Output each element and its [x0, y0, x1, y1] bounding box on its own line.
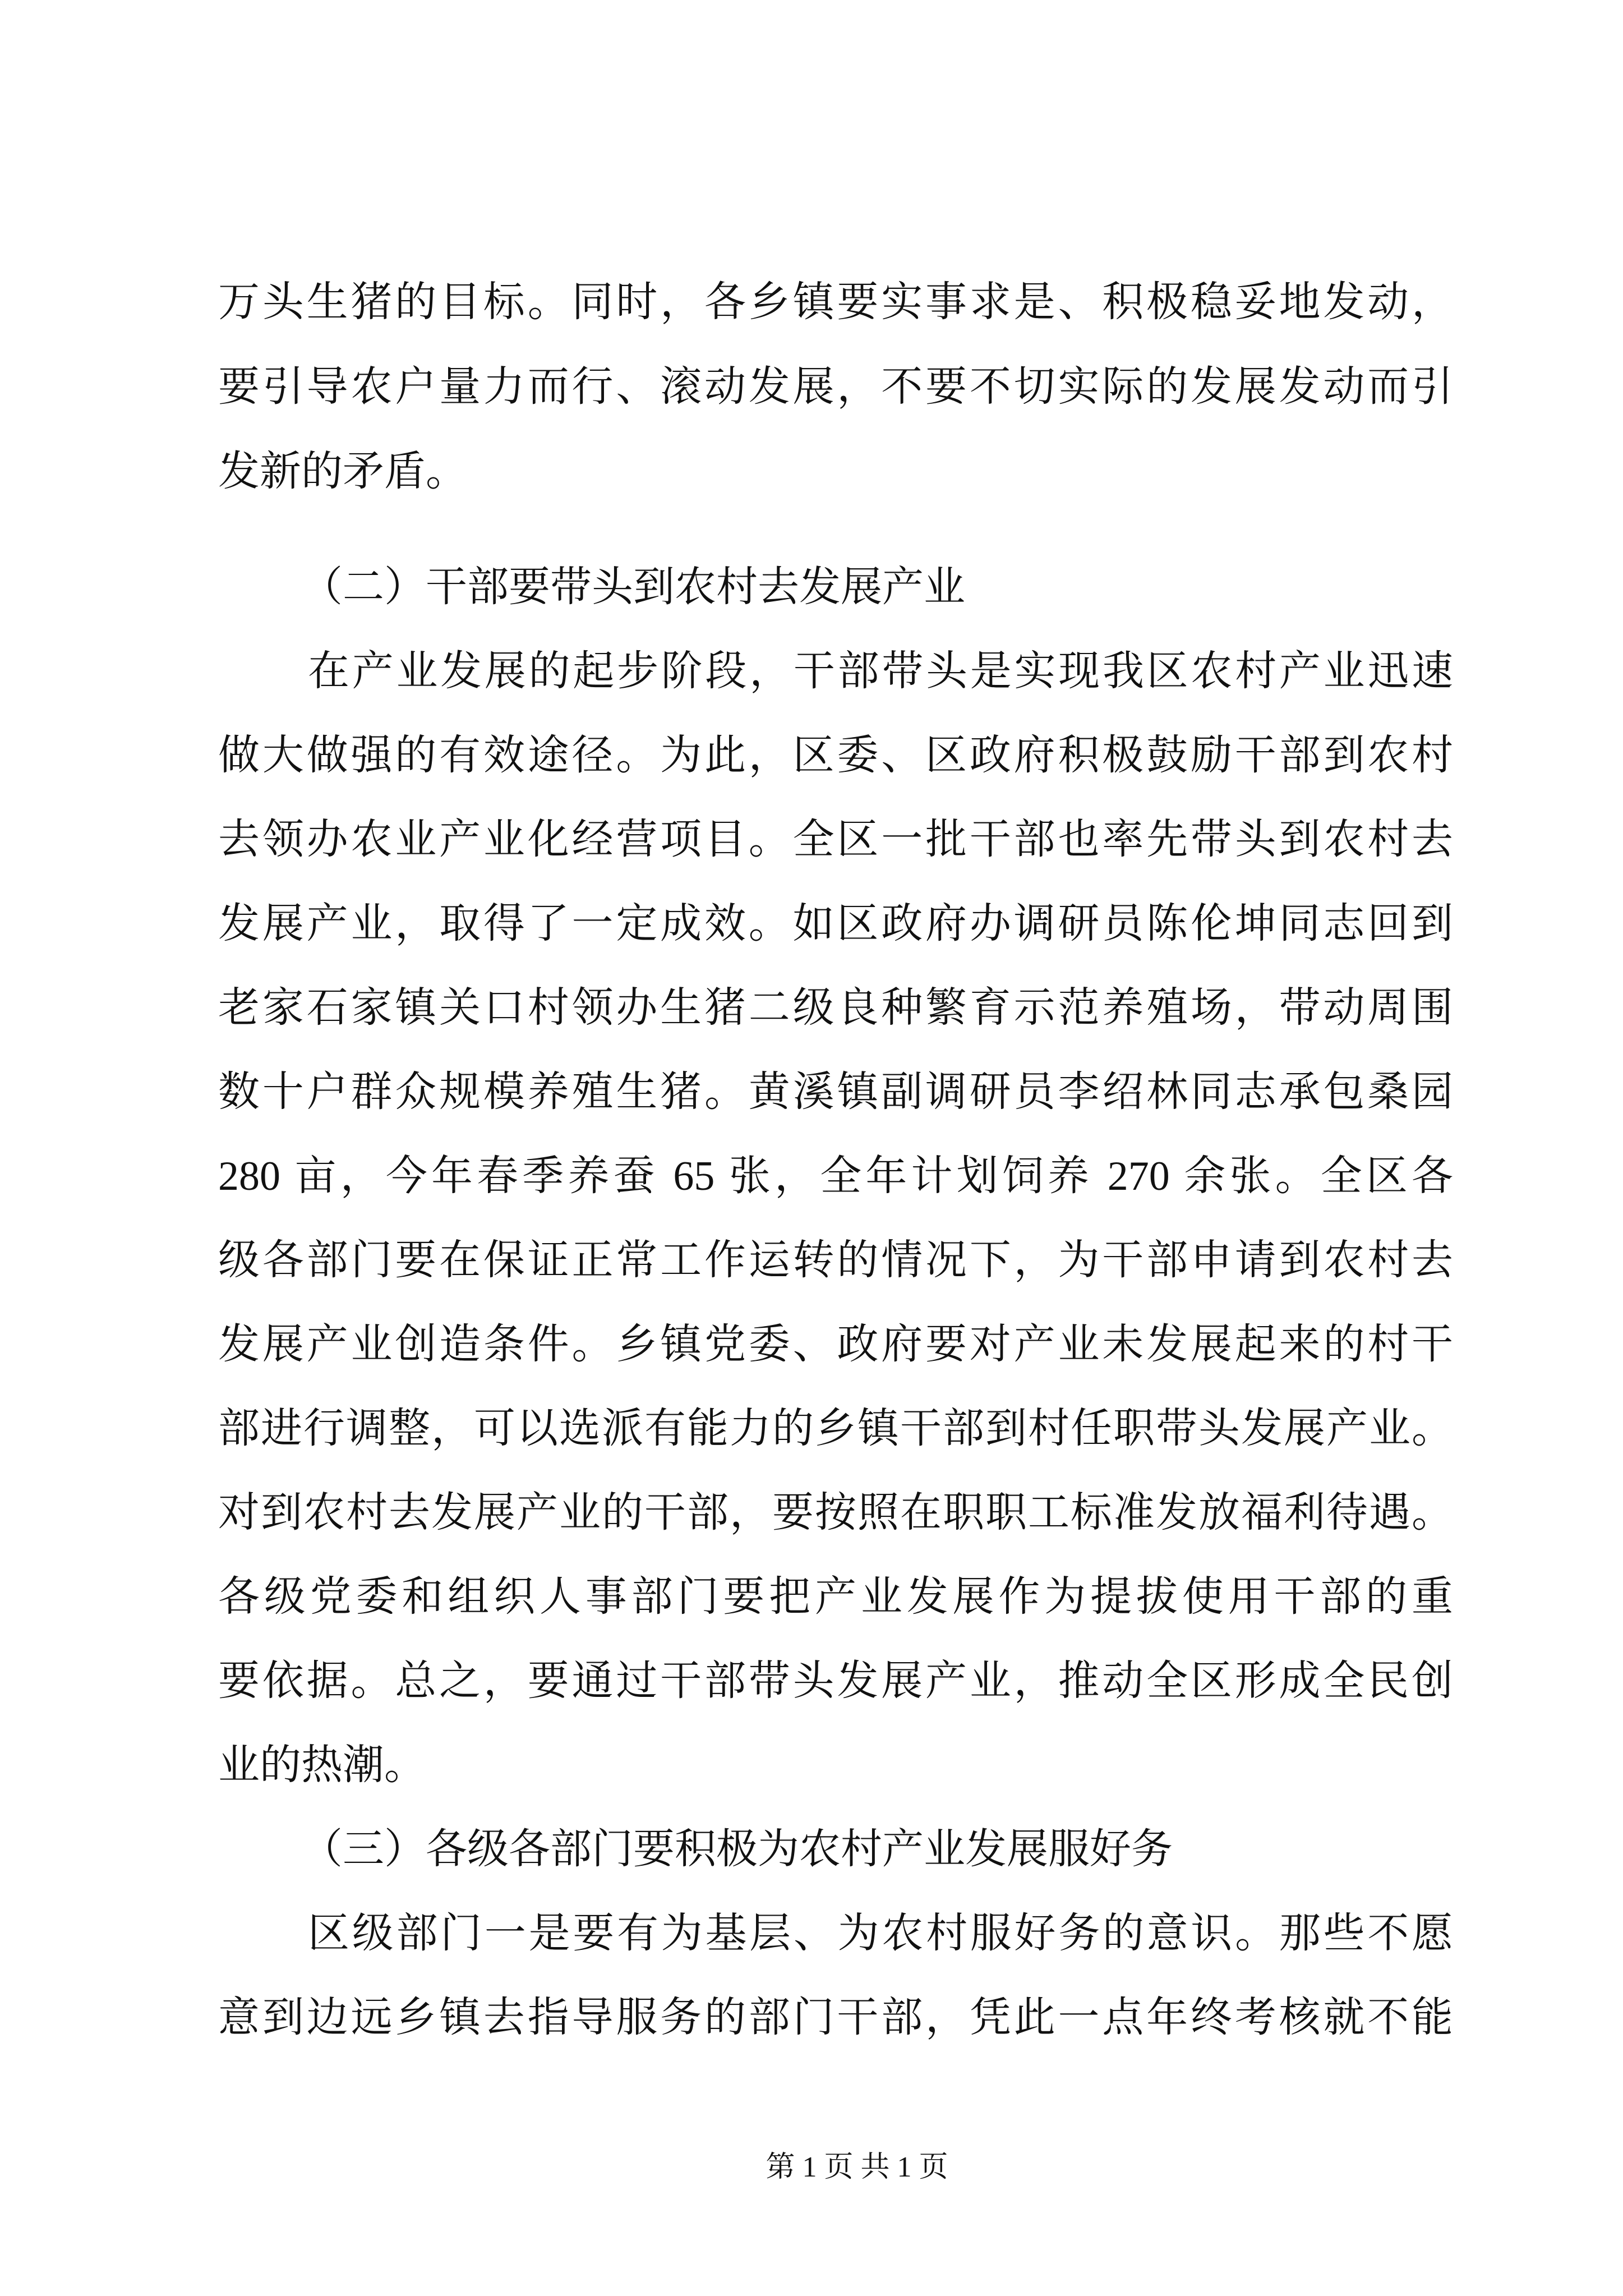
- page-footer: 第 1 页 共 1 页: [766, 2151, 948, 2183]
- text-line: 280 亩，今年春季养蚕 65 张，全年计划饲养 270 余张。全区各: [218, 1153, 1453, 1199]
- text-line: 业的热潮。: [218, 1742, 426, 1788]
- text-line: 对到农村去发展产业的干部，要按照在职职工标准发放福利待遇。: [218, 1490, 1453, 1536]
- text-line: 老家石家镇关口村领办生猪二级良种繁育示范养殖场，带动周围: [218, 985, 1453, 1031]
- document-body: [218, 260, 1453, 2060]
- text-line: 在产业发展的起步阶段，干部带头是实现我区农村产业迅速: [308, 648, 1453, 694]
- text-line: 要依据。总之，要通过干部带头发展产业，推动全区形成全民创: [218, 1658, 1453, 1704]
- text-line: 部进行调整，可以选派有能力的乡镇干部到村任职带头发展产业。: [218, 1406, 1453, 1452]
- section-three: [218, 1807, 1453, 2060]
- text-line: 发展产业创造条件。乡镇党委、政府要对产业未发展起来的村干: [218, 1322, 1453, 1368]
- section-three-paragraph: [218, 1892, 1453, 2060]
- text-line: 各级党委和组织人事部门要把产业发展作为提拔使用干部的重: [218, 1574, 1453, 1620]
- text-line: 发新的矛盾。: [218, 449, 467, 495]
- text-line: 区级部门一是要有为基层、为农村服好务的意识。那些不愿: [308, 1911, 1453, 1957]
- text-line: 万头生猪的目标。同时，各乡镇要实事求是、积极稳妥地发动，: [218, 279, 1453, 325]
- text-line: 要引导农户量力而行、滚动发展，不要不切实际的发展发动而引: [218, 364, 1453, 410]
- text-line: 发展产业，取得了一定成效。如区政府办调研员陈伦坤同志回到: [218, 901, 1453, 947]
- text-line: 做大做强的有效途径。为此，区委、区政府积极鼓励干部到农村: [218, 733, 1453, 779]
- text-line: 去领办农业产业化经营项目。全区一批干部也率先带头到农村去: [218, 817, 1453, 863]
- intro-paragraph: [218, 260, 1453, 514]
- section-heading: （三）各级各部门要积极为农村产业发展服好务: [301, 1826, 1173, 1872]
- text-line: 意到边远乡镇去指导服务的部门干部，凭此一点年终考核就不能: [218, 1995, 1453, 2041]
- section-heading: （二）干部要带头到农村去发展产业: [301, 564, 965, 610]
- text-line: 数十户群众规模养殖生猪。黄溪镇副调研员李绍林同志承包桑园: [218, 1069, 1453, 1115]
- text-line: 级各部门要在保证正常工作运转的情况下，为干部申请到农村去: [218, 1237, 1453, 1283]
- section-two: [218, 545, 1453, 1807]
- section-two-paragraph: [218, 629, 1453, 1807]
